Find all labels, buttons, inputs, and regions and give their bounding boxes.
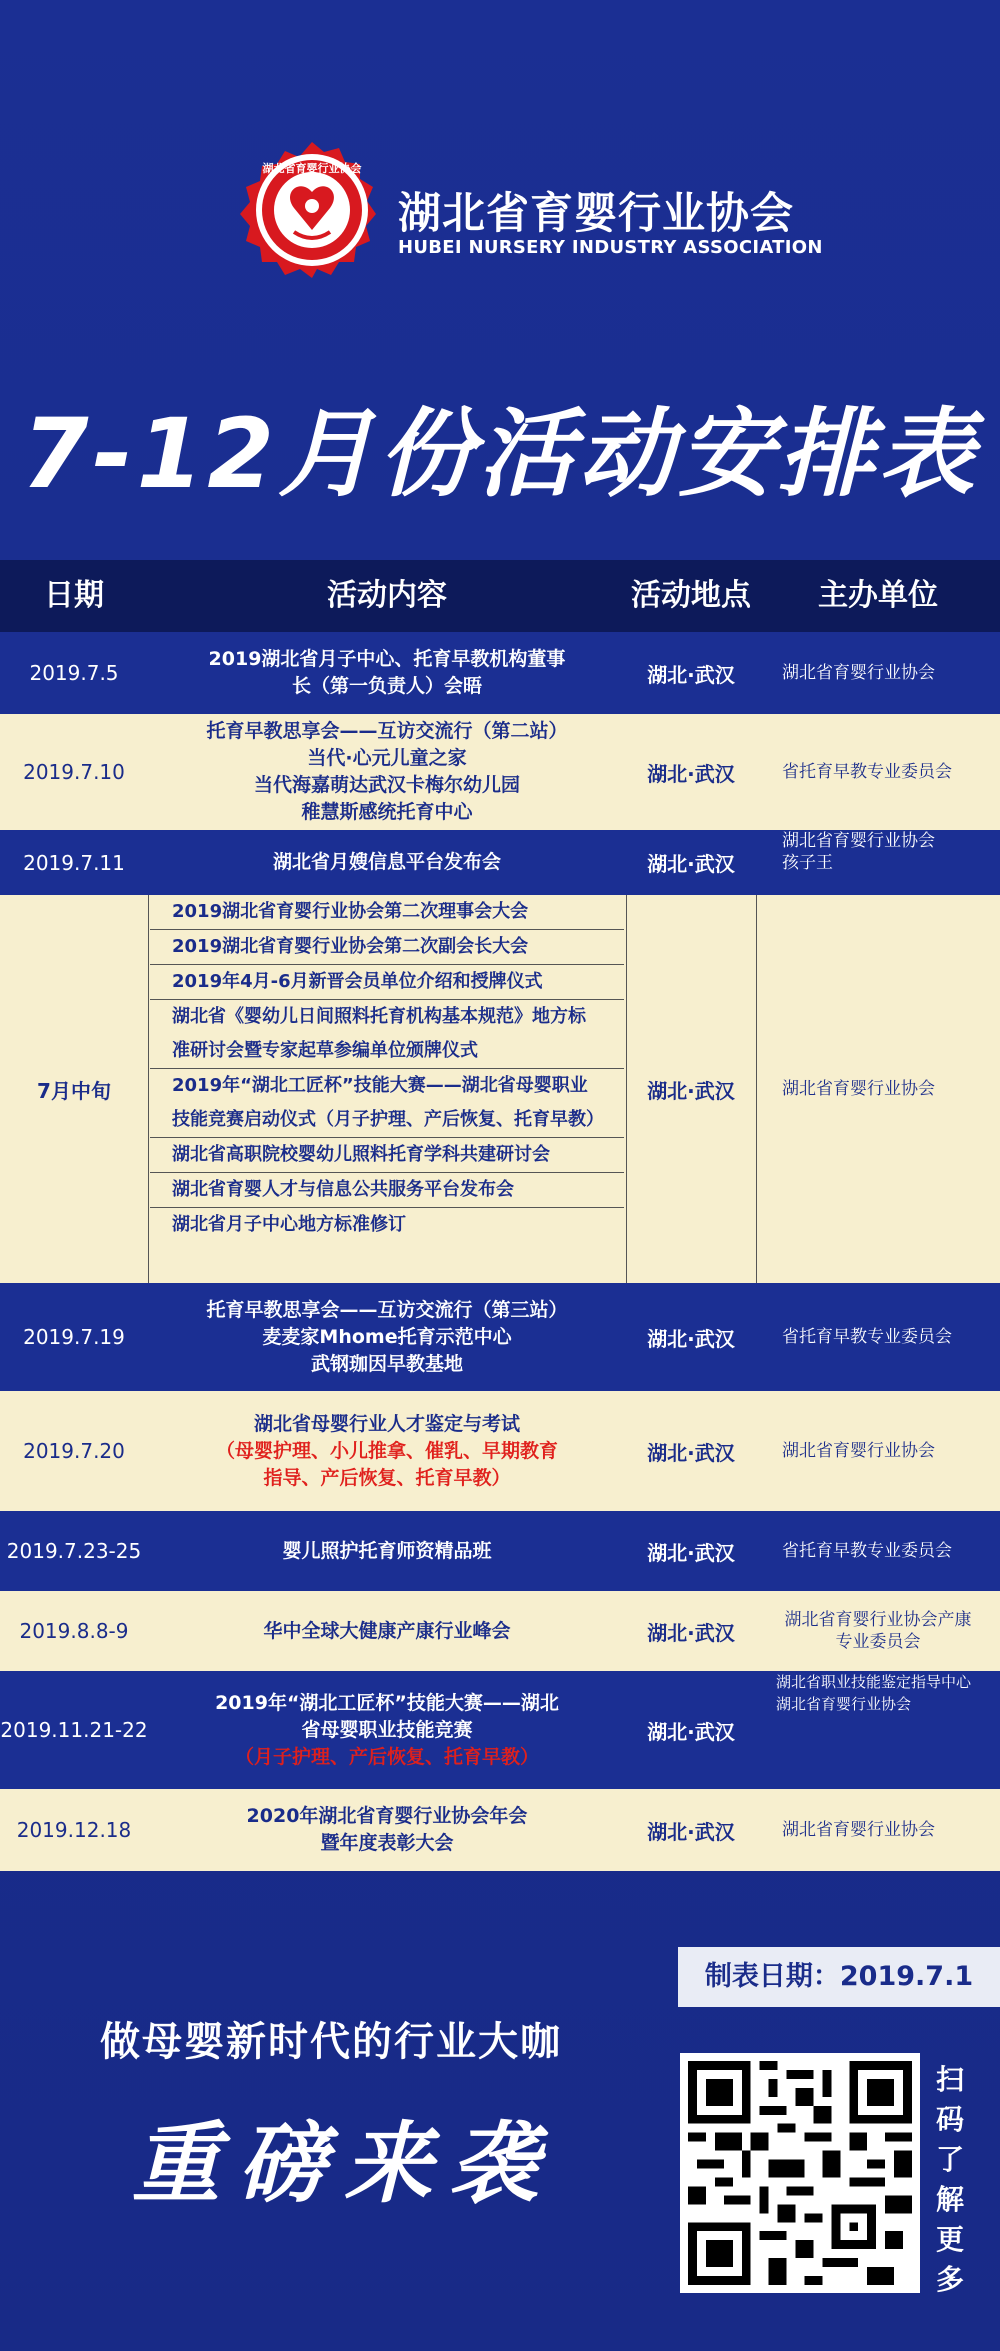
activity-line: 华中全球大健康产康行业峰会 xyxy=(263,1619,511,1642)
row-activity xyxy=(148,632,626,714)
activity-line: 2019湖北省月子中心、托育早教机构董事 xyxy=(208,648,566,670)
organizer-line: 湖北省育婴行业协会 xyxy=(782,831,935,851)
row-organizer xyxy=(756,1671,1000,1789)
row-organizer xyxy=(756,1591,1000,1671)
activity-line: 2020年湖北省育婴行业协会年会 xyxy=(246,1805,528,1827)
org-name-en: HUBEI NURSERY INDUSTRY ASSOCIATION xyxy=(398,237,823,258)
row-organizer: 湖北省育婴行业协会 xyxy=(782,663,935,683)
list-item: 湖北省《婴幼儿日间照料托育机构基本规范》地方标准研讨会暨专家起草参编单位颁牌仪式 xyxy=(150,1000,624,1069)
row-date: 2019.12.18 xyxy=(16,1818,132,1842)
organizer-line: 湖北省育婴行业协会产康 xyxy=(784,1610,972,1630)
row-location: 湖北·武汉 xyxy=(647,1719,735,1744)
headline-heavy: 重磅来袭 xyxy=(132,2111,557,2215)
row-organizer: 省托育早教专业委员会 xyxy=(782,762,952,782)
activity-line: 托育早教思享会——互访交流行（第三站） xyxy=(206,1298,568,1321)
header-location: 活动地点 xyxy=(631,578,751,613)
activity-line: 当代海嘉萌达武汉卡梅尔幼儿园 xyxy=(253,774,520,796)
row-date: 2019.7.19 xyxy=(23,1325,125,1349)
row-date: 2019.7.20 xyxy=(23,1439,125,1463)
scan-char: 码 xyxy=(935,2103,964,2136)
row-activity xyxy=(148,1671,626,1789)
organizer-line: 孩子王 xyxy=(782,853,833,873)
list-item: 湖北省高职院校婴幼儿照料托育学科共建研讨会 xyxy=(150,1138,624,1173)
slogan: 做母婴新时代的行业大咖 xyxy=(100,2019,562,2065)
row-date: 2019.7.10 xyxy=(23,760,125,784)
header-date: 日期 xyxy=(44,578,104,613)
table-row xyxy=(0,1591,1000,1671)
row-organizer: 省托育早教专业委员会 xyxy=(782,1327,952,1347)
activity-line: 托育早教思享会——互访交流行（第二站） xyxy=(206,720,568,742)
logo xyxy=(238,140,823,290)
activity-line-highlight: （月子护理、产后恢复、托育早教） xyxy=(234,1745,539,1768)
row-location: 湖北·武汉 xyxy=(647,1440,735,1465)
header-activity: 活动内容 xyxy=(327,578,447,613)
list-item: 湖北省月子中心地方标准修订 xyxy=(172,1214,406,1235)
table-row xyxy=(0,1391,1000,1511)
row-location: 湖北·武汉 xyxy=(647,1540,735,1565)
list-item: 2019湖北省育婴行业协会第二次副会长大会 xyxy=(150,930,624,965)
activity-line-highlight: （母婴护理、小儿推拿、催乳、早期教育 xyxy=(215,1439,558,1462)
divider xyxy=(148,895,149,1283)
table-row xyxy=(0,1671,1000,1789)
list-item: 湖北省育婴人才与信息公共服务平台发布会 xyxy=(150,1173,624,1208)
row-location: 湖北·武汉 xyxy=(647,761,735,786)
table-date-label: 制表日期：2019.7.1 xyxy=(678,1947,1000,2007)
table-row xyxy=(0,830,1000,895)
scan-hint xyxy=(930,2060,970,2300)
row-activity xyxy=(148,1391,626,1511)
scan-char: 解 xyxy=(935,2183,964,2216)
activity-line-highlight: 指导、产后恢复、托育早教） xyxy=(263,1466,511,1489)
scan-char: 更 xyxy=(935,2223,964,2256)
list-item: 2019湖北省育婴行业协会第二次理事会大会 xyxy=(150,895,624,930)
qr-code-icon xyxy=(688,2061,912,2285)
schedule-table xyxy=(0,560,1000,1854)
row-date: 7月中旬 xyxy=(37,1078,111,1103)
activity-line: 暨年度表彰大会 xyxy=(320,1832,454,1854)
table-row xyxy=(0,1511,1000,1591)
seal-text: 湖北省育婴行业协会 xyxy=(262,162,362,175)
activity-line: 2019年“湖北工匠杯”技能大赛——湖北 xyxy=(215,1691,559,1714)
scan-char: 了 xyxy=(935,2143,964,2176)
activity-line: 武钢珈因早教基地 xyxy=(310,1352,463,1375)
scan-char: 多 xyxy=(935,2263,964,2296)
row-organizer: 湖北省育婴行业协会 xyxy=(782,1079,935,1099)
row-location: 湖北·武汉 xyxy=(647,1819,735,1844)
org-name-cn: 湖北省育婴行业协会 xyxy=(398,189,794,239)
table-row xyxy=(0,1283,1000,1391)
row-date: 2019.11.21-22 xyxy=(0,1718,148,1742)
row-organizer: 湖北省育婴行业协会 xyxy=(782,1441,935,1461)
table-row xyxy=(0,714,1000,830)
table-row xyxy=(0,632,1000,714)
row-activity xyxy=(148,1511,626,1591)
organizer-line: 专业委员会 xyxy=(835,1632,921,1652)
activity-line: 长（第一负责人）会晤 xyxy=(291,675,482,697)
activity-line: 湖北省月嫂信息平台发布会 xyxy=(272,851,501,873)
row-date: 2019.7.23-25 xyxy=(6,1539,142,1563)
row-location: 湖北·武汉 xyxy=(647,1326,735,1351)
mid-july-items xyxy=(150,895,624,1242)
list-item: 2019年“湖北工匠杯”技能大赛——湖北省母婴职业技能竞赛启动仪式（月子护理、产后恢复、托育早教） xyxy=(150,1069,624,1138)
mid-july-block xyxy=(0,895,1000,1283)
table-header xyxy=(0,560,1000,632)
row-activity xyxy=(148,1591,626,1671)
activity-line: 湖北省母婴行业人才鉴定与考试 xyxy=(253,1412,520,1435)
qr-code[interactable] xyxy=(680,2053,920,2293)
row-activity xyxy=(148,830,626,895)
row-organizer: 湖北省育婴行业协会 xyxy=(782,1820,935,1840)
activity-line: 麦麦家Mhome托育示范中心 xyxy=(262,1325,512,1348)
row-organizer: 省托育早教专业委员会 xyxy=(782,1541,952,1561)
row-activity xyxy=(148,714,626,830)
activity-line: 婴儿照护托育师资精品班 xyxy=(282,1539,492,1562)
organizer-line: 湖北省育婴行业协会 xyxy=(776,1695,912,1713)
list-item: 2019年4月-6月新晋会员单位介绍和授牌仪式 xyxy=(150,965,624,1000)
association-seal-icon xyxy=(238,140,386,288)
page-title: 7-12月份活动安排表 xyxy=(21,398,979,510)
row-date: 2019.7.11 xyxy=(23,850,125,875)
row-location: 湖北·武汉 xyxy=(647,662,735,687)
row-date: 2019.7.5 xyxy=(29,661,119,685)
activity-line: 当代·心元儿童之家 xyxy=(307,747,467,769)
header-organizer: 主办单位 xyxy=(818,578,938,613)
row-location: 湖北·武汉 xyxy=(647,852,735,876)
row-organizer xyxy=(756,830,1000,895)
row-date: 2019.8.8-9 xyxy=(19,1619,129,1643)
scan-char: 扫 xyxy=(935,2063,964,2096)
row-location: 湖北·武汉 xyxy=(647,1620,735,1645)
row-activity xyxy=(148,1789,626,1871)
activity-line: 省母婴职业技能竞赛 xyxy=(301,1718,473,1741)
table-row xyxy=(0,1789,1000,1871)
activity-line: 稚慧斯感统托育中心 xyxy=(301,801,473,823)
row-activity xyxy=(148,1283,626,1391)
row-location: 湖北·武汉 xyxy=(647,1078,735,1103)
organizer-line: 湖北省职业技能鉴定指导中心 xyxy=(776,1673,972,1691)
